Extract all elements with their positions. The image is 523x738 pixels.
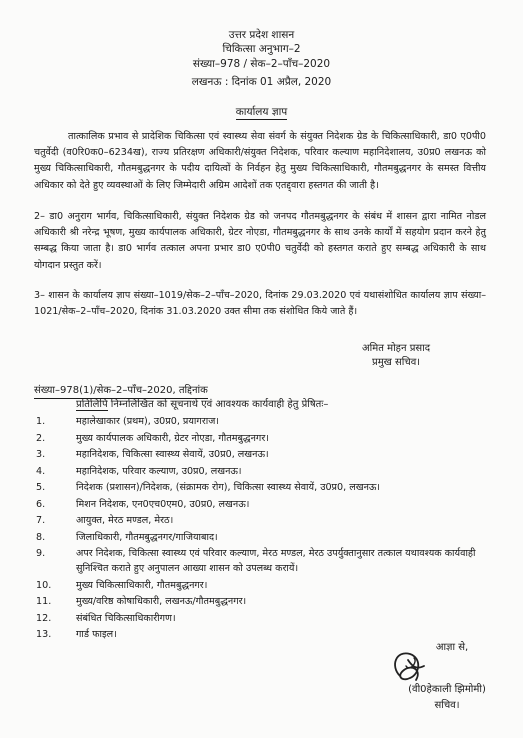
recipient-item (36, 578, 486, 593)
recipient-number: 2. (36, 432, 46, 444)
recipient-number: 11. (36, 596, 52, 607)
recipient-text: अपर निदेशक, चिकित्सा स्वास्थ्य एवं परिवार कल्याण, मेरठ मण्डल, मेरठ उपर्युक्तानुसार तत्काल यथावश्यक कार्यवाही सुनिश्चित कराते हुए अनुपालन आख्या शासन को उपलब्ध करायें। (76, 548, 476, 574)
recipient-item (36, 480, 486, 495)
recipient-item (36, 530, 486, 545)
recipient-item (36, 513, 486, 528)
recipient-number: 13. (36, 629, 52, 640)
signatory-2-name: (वी0हेकाली झिमोमी) (408, 684, 486, 695)
recipient-item (36, 594, 486, 609)
recipient-item (36, 546, 486, 576)
recipient-number: 6. (36, 498, 46, 510)
recipient-number: 1. (36, 416, 46, 427)
copy-to-line (76, 398, 328, 412)
recipient-text: मुख्य/वरिष्ठ कोषाधिकारी, लखनऊ/गौतमबुद्धनगर। (76, 596, 247, 607)
recipient-item (36, 414, 486, 429)
recipient-list (36, 414, 486, 644)
recipient-text: महानिदेशक, चिकित्सा स्वास्थ्य सेवायें, उ0प्र0, लखनऊ। (76, 449, 269, 460)
memo-reference: संख्या–978(1)/सेक–2–पाँच–2020, तद्दिनांक (34, 384, 208, 399)
recipient-text: जिलाधिकारी, गौतमबुद्धनगर/गाजियाबाद। (76, 531, 218, 543)
recipient-text: महालेखाकार (प्रथम), उ0प्र0, प्रयागराज। (76, 416, 219, 427)
recipient-text: महानिदेशक, परिवार कल्याण, उ0प्र0, लखनऊ। (76, 465, 242, 477)
signatory-2-designation: सचिव। (434, 700, 460, 711)
recipient-item (36, 497, 486, 512)
signatory-name: अमित मोहन प्रसाद (362, 343, 431, 354)
by-order-text: आज्ञा से, (435, 642, 469, 653)
recipient-text: संबंधित चिकित्साधिकारीगण। (76, 612, 176, 624)
recipient-item (36, 611, 486, 626)
recipient-item (36, 464, 486, 479)
recipient-text: गार्ड फाइल। (76, 629, 117, 640)
recipient-text: मिशन निदेशक, एन0एच0एम0, उ0प्र0, लखनऊ। (76, 498, 250, 510)
paragraph-1: तात्कालिक प्रभाव से प्रादेशिक चिकित्सा एवं स्वास्थ्य सेवा संवर्ग के संयुक्त निदेशक ग्रेड के चिकित्साधिकारी, डा0 ए0पी0 चतुर्वेदी (व0रि0क0–6234ख), राज्य प्रतिरक्षण अधिकारी/संयुक्त निदेशक, परिवार कल्याण महानिदेशालय, उ0प्र0 लखनऊ को मुख्य चिकित्साधिकारी, गौतमबुद्धनगर के पदीय दायित्वों के निर्वहन हेतु मुख्य चिकित्साधिकारी, गौतमबुद्धनगर के समस्त वित्तीय अधिकार को देते हुए व्यवस्थाओं के लिए जिम्मेदारी अग्रिम आदेशों तक एतद्द्वारा हस्तगत की जाती है। (34, 131, 486, 191)
recipient-item (36, 447, 486, 462)
govt-name: उत्तर प्रदेश शासन (228, 29, 295, 41)
paragraph-3: 3– शासन के कार्यालय ज्ञाप संख्या–1019/सेक–2–पाँच–2020, दिनांक 29.03.2020 एवं यथासंशोधित कार्यालय ज्ञाप संख्या–1021/सेक–2–पाँच–2020, दिनांक 31.03.2020 उक्त सीमा तक संशोधित किये जाते हैं। (34, 290, 486, 318)
recipient-number: 3. (36, 449, 46, 460)
section-name: चिकित्सा अनुभाग–2 (222, 43, 301, 55)
signature-block-1 (362, 342, 430, 370)
order-number: संख्या–978 / सेक–2–पाँच–2020 (192, 58, 331, 70)
order-date: लखनऊ : दिनांक 01 अप्रैल, 2020 (191, 76, 332, 88)
recipient-number: 9. (36, 548, 46, 559)
recipient-item (36, 431, 486, 446)
recipient-text: आयुक्त, मेरठ मण्डल, मेरठ। (76, 515, 174, 526)
signatory-designation: प्रमुख सचिव। (372, 357, 421, 368)
recipient-text: मुख्य चिकित्साधिकारी, गौतमबुद्धनगर। (76, 579, 208, 591)
document-title: कार्यालय ज्ञाप (235, 106, 288, 118)
recipient-number: 5. (36, 482, 46, 493)
recipient-number: 8. (36, 531, 46, 543)
copy-to-label: प्रतिलिपि (76, 399, 108, 410)
recipient-number: 4. (36, 465, 46, 477)
recipient-text: निदेशक (प्रशासन)/निदेशक, (संक्रामक रोग), चिकित्सा स्वास्थ्य सेवायें, उ0प्र0, लखनऊ। (76, 482, 381, 493)
recipient-number: 12. (36, 612, 52, 624)
paragraph-2: 2– डा0 अनुराग भार्गव, चिकित्साधिकारी, संयुक्त निदेशक ग्रेड को जनपद गौतमबुद्धनगर के संबंध में शासन द्वारा नामित नोडल अधिकारी श्री नरेन्द्र भूषण, मुख्य कार्यपालक अधिकारी, ग्रेटर नोएडा, गौतमबुद्धनगर के साथ उनके कार्यों में सहयोग प्रदान करने हेतु सम्बद्ध किया जाता है। डा0 भार्गव तत्काल अपना प्रभार डा0 ए0पी0 चतुर्वेदी को हस्तगत कराते हुए सम्बद्ध अधिकारी के साथ योगदान प्रस्तुत करें। (34, 211, 486, 271)
recipient-number: 7. (36, 515, 46, 526)
signature-block-2 (392, 640, 502, 714)
copy-to-text: निम्नलिखित को सूचनार्थ एवं आवश्यक कार्यवाही हेतु प्रेषितः– (107, 399, 329, 410)
recipient-text: मुख्य कार्यपालक अधिकारी, ग्रेटर नोएडा, गौतमबुद्धनगर। (76, 432, 269, 444)
recipient-number: 10. (36, 579, 52, 591)
